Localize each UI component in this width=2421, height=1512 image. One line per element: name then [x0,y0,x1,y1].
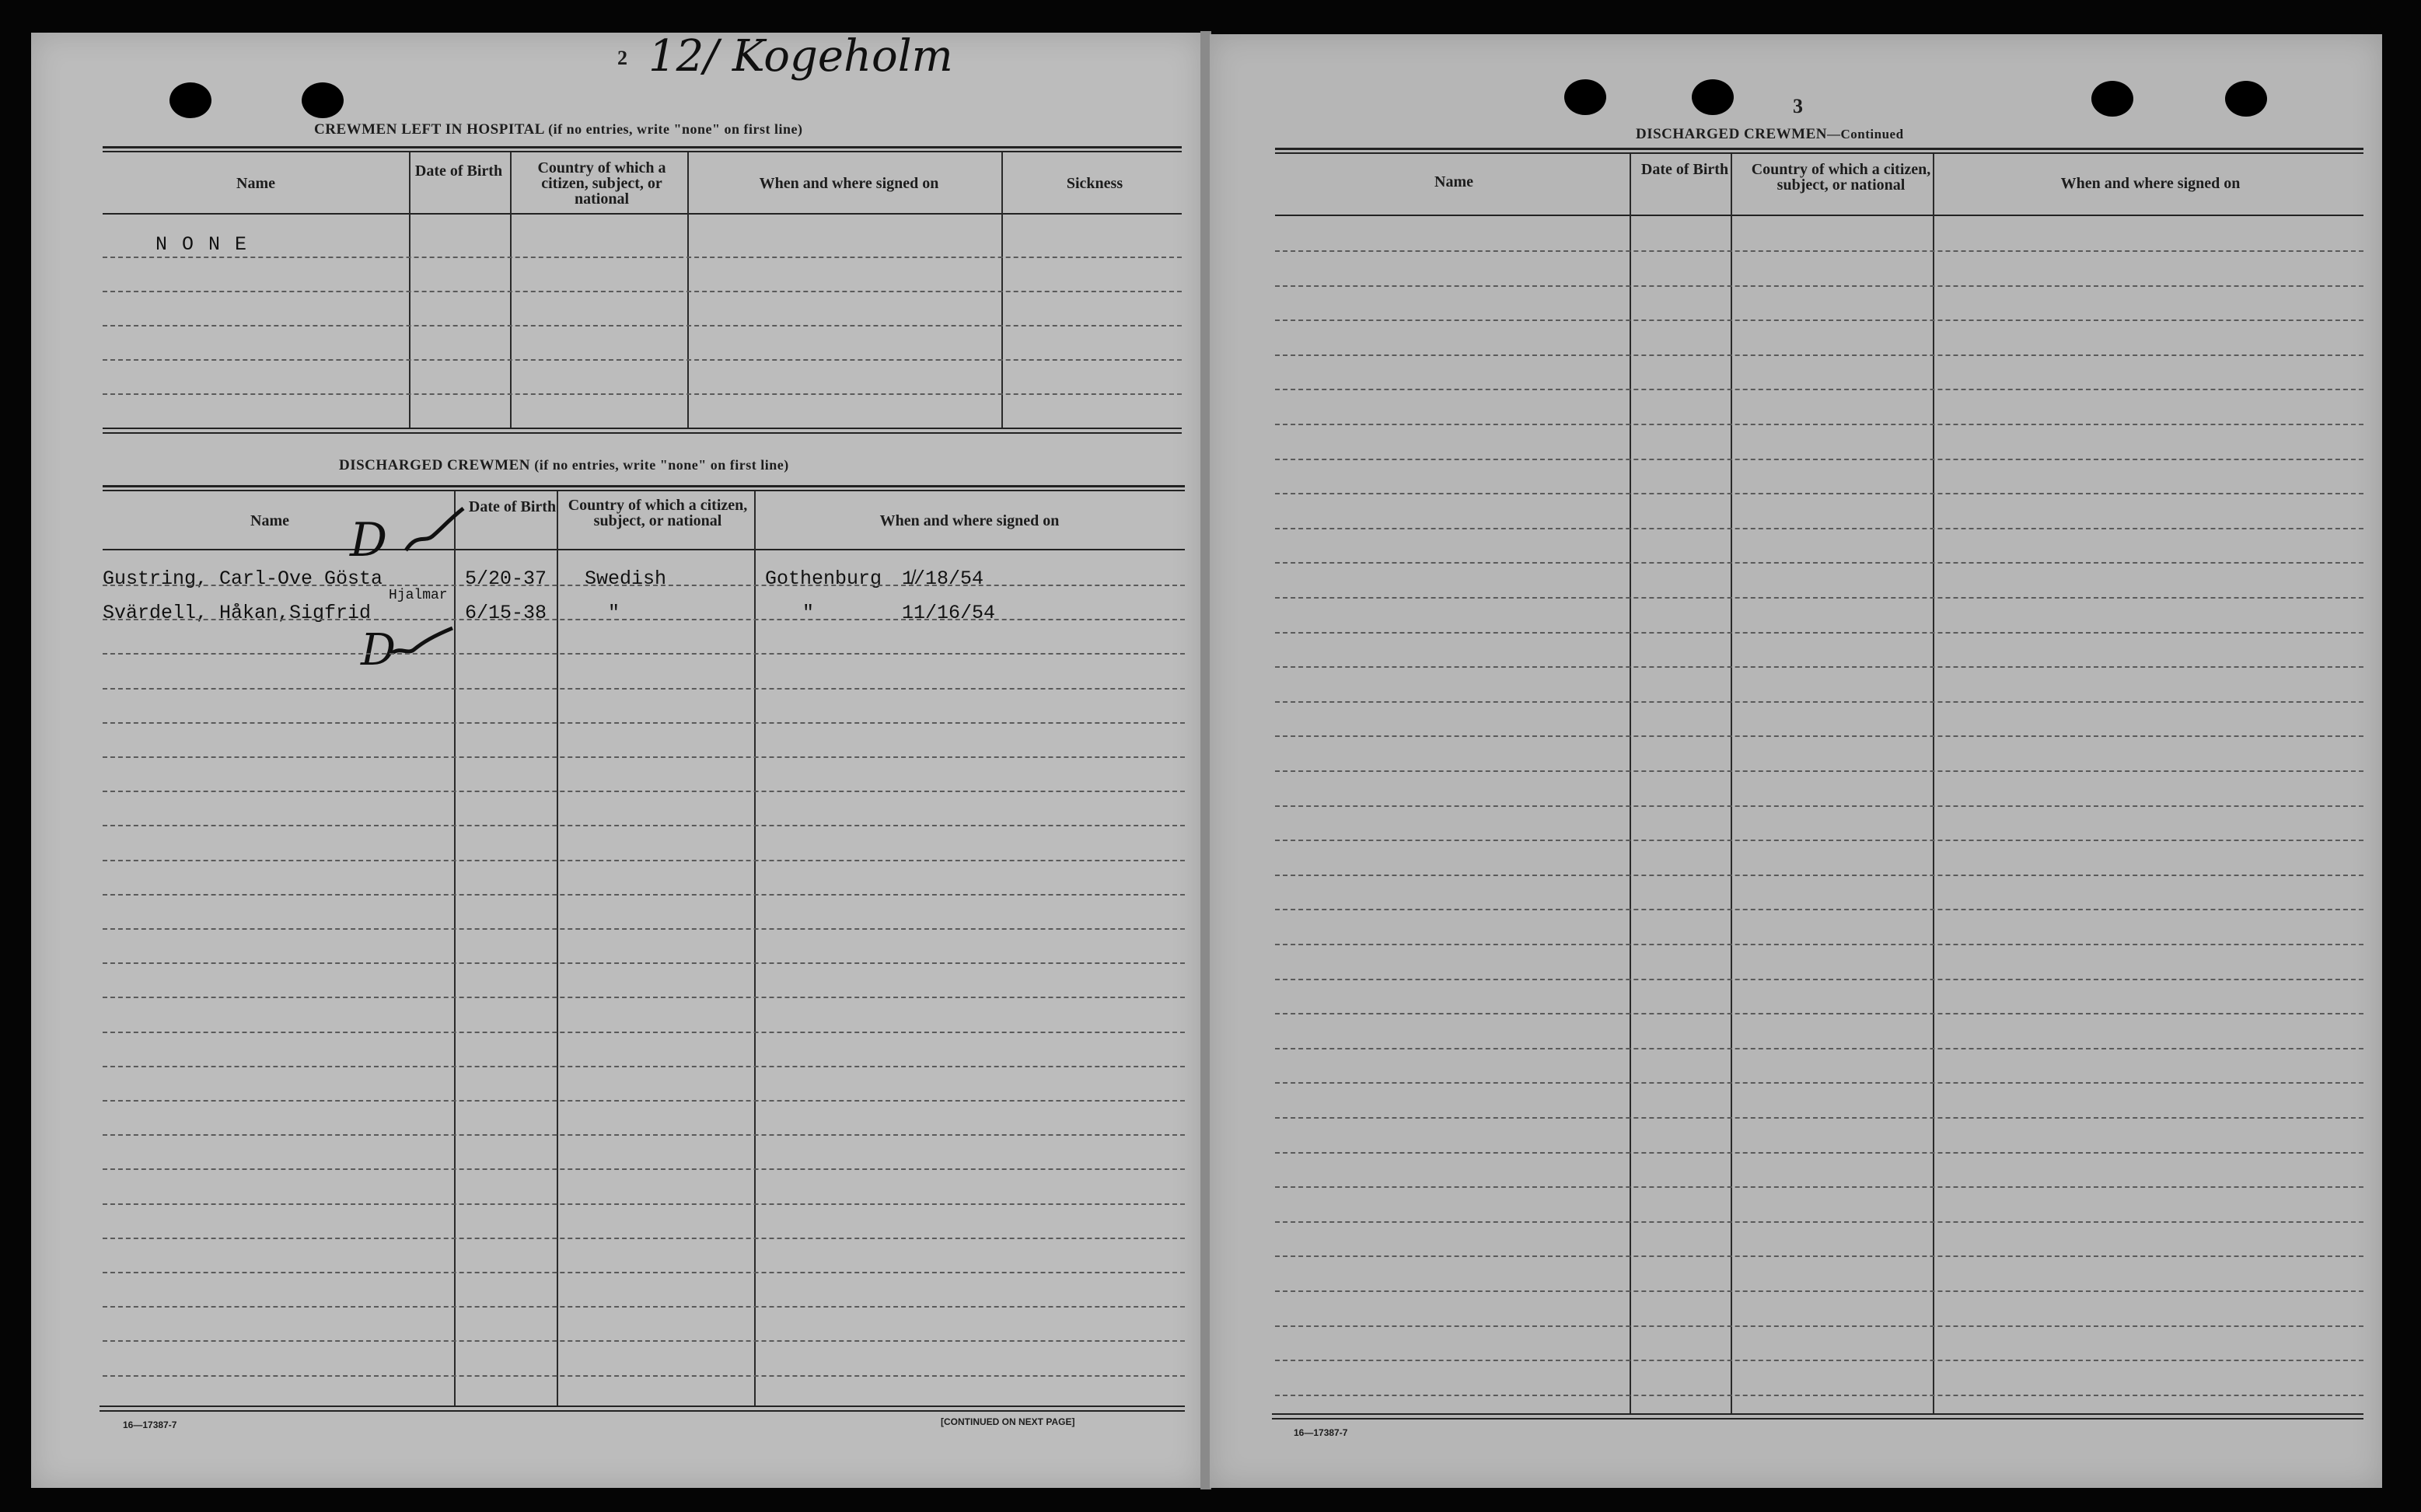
row-line [1275,1048,2363,1049]
table-top-rule [103,146,1182,148]
row-line [1275,909,2363,910]
row-line [1275,944,2363,945]
row-line [103,1168,1185,1170]
row-line [103,825,1185,826]
discharged-section-title: DISCHARGED CREWMEN (if no entries, write "none" on first line) [339,457,789,473]
col-header-country: Country of which a citizen, subject, or national [568,497,748,529]
row-line [103,359,1182,361]
row-line [1275,528,2363,529]
row-line [1275,389,2363,390]
col-header-signed-on: When and where signed on [759,175,939,192]
row-line [103,997,1185,998]
col-header-name: Name [250,512,289,529]
left-page [31,33,1202,1488]
row-line [103,257,1182,258]
table-bottom-rule [1272,1418,2363,1419]
row-line [1275,1013,2363,1014]
section-bottom-rule [103,432,1182,434]
header-rule [103,213,1182,215]
row-line [103,291,1182,292]
row-line [1275,701,2363,703]
row-line [1275,285,2363,287]
table-top-rule [103,151,1182,152]
row-line [103,325,1182,326]
column-divider [1731,154,1732,1415]
col-header-dob: Date of Birth [414,162,503,180]
table-top-rule [103,485,1185,487]
crewman-name: Svärdell, Håkan,Sigfrid [103,602,372,624]
row-line [103,1066,1185,1067]
row-line [1275,735,2363,737]
crewman-signed-place: " [802,602,815,624]
row-line [1275,354,2363,356]
row-line [103,1134,1185,1136]
row-line [103,1100,1185,1102]
form-number: 16—17387-7 [123,1419,177,1430]
row-line [1275,493,2363,494]
crewman-signed-place: Gothenburg [765,567,882,590]
row-line [1275,632,2363,634]
row-line [1275,1152,2363,1154]
row-line [103,860,1185,861]
row-line [1275,1325,2363,1327]
continued-note: [CONTINUED ON NEXT PAGE] [941,1416,1075,1427]
row-line [1275,424,2363,425]
page-number: 2 [617,47,627,69]
col-header-name: Name [1434,173,1473,190]
row-line [103,791,1185,792]
handwritten-annotation: 12/ Kogeholm [648,33,953,82]
row-line [1275,597,2363,599]
row-line [1275,805,2363,807]
row-line [103,1238,1185,1239]
row-line [103,1272,1185,1273]
punch-hole [169,82,211,118]
row-line [1275,1221,2363,1223]
row-line [1275,562,2363,564]
page-number: 3 [1793,95,1803,117]
header-rule [103,549,1185,550]
row-line [103,585,1185,586]
table-bottom-rule [100,1405,1185,1407]
handwritten-discharge-mark: D [361,625,396,676]
row-line [1275,1082,2363,1084]
row-line [103,1032,1185,1033]
col-header-sickness: Sickness [1066,175,1123,192]
row-line [103,393,1182,395]
handwritten-check-mark [401,502,471,564]
crewman-dob: 5/20-37 [465,567,547,590]
row-line [103,1306,1185,1308]
row-line [103,688,1185,690]
row-line [1275,979,2363,980]
row-line [1275,770,2363,772]
right-page [1210,34,2382,1488]
section-bottom-rule [103,428,1182,429]
table-top-rule [103,490,1185,491]
handwritten-discharge-mark: D [350,513,388,567]
row-line [103,1375,1185,1377]
column-divider [1630,154,1631,1415]
row-line [103,1340,1185,1342]
row-line [103,722,1185,724]
row-line [103,928,1185,930]
form-number: 16—17387-7 [1294,1427,1348,1438]
handwritten-check-mark [389,622,459,669]
header-rule [1275,215,2363,216]
row-line [103,653,1185,655]
table-bottom-rule [1272,1413,2363,1415]
col-header-dob: Date of Birth [468,498,557,515]
row-line [1275,1186,2363,1188]
crewman-signed-date: 11/16/54 [902,602,996,624]
crewman-dob: 6/15-38 [465,602,547,624]
crewman-name: Gustring, Carl-Ove Gösta [103,567,383,590]
row-line [1275,840,2363,841]
col-header-dob: Date of Birth [1640,161,1729,178]
row-line [1275,250,2363,252]
row-line [1275,320,2363,321]
column-divider [754,491,756,1407]
column-divider [1933,154,1934,1415]
row-line [103,962,1185,964]
col-header-country: Country of which a citizen, subject, or national [537,159,666,208]
table-bottom-rule [100,1410,1185,1412]
row-line [103,1203,1185,1205]
crewman-country: " [608,602,620,624]
row-line [1275,1117,2363,1119]
punch-hole [1564,79,1606,115]
punch-hole [302,82,344,118]
col-header-signed-on: When and where signed on [879,512,1060,529]
hospital-entry: N O N E [155,233,249,256]
row-line [1275,1395,2363,1396]
hospital-section-title: CREWMEN LEFT IN HOSPITAL (if no entries, write "none" on first line) [314,121,803,138]
row-line [1275,1255,2363,1257]
col-header-country: Country of which a citizen, subject, or national [1751,161,1931,194]
column-divider [557,491,558,1407]
row-line [103,619,1185,620]
punch-hole [2225,81,2267,117]
row-line [1275,666,2363,668]
row-line [1275,875,2363,876]
table-top-rule [1275,152,2363,154]
right-section-title: DISCHARGED CREWMEN—Continued [1636,126,1904,142]
row-line [103,756,1185,758]
crewman-country: Swedish [585,567,667,590]
crewman-signed-date: 1̸/18/54 [902,567,984,590]
row-line [1275,459,2363,460]
name-insert: Hjalmar [389,588,448,603]
row-line [103,894,1185,896]
punch-hole [2091,81,2133,117]
table-top-rule [1275,148,2363,150]
punch-hole [1692,79,1734,115]
col-header-name: Name [236,175,275,192]
row-line [1275,1360,2363,1361]
col-header-signed-on: When and where signed on [2060,175,2241,192]
row-line [1275,1290,2363,1292]
